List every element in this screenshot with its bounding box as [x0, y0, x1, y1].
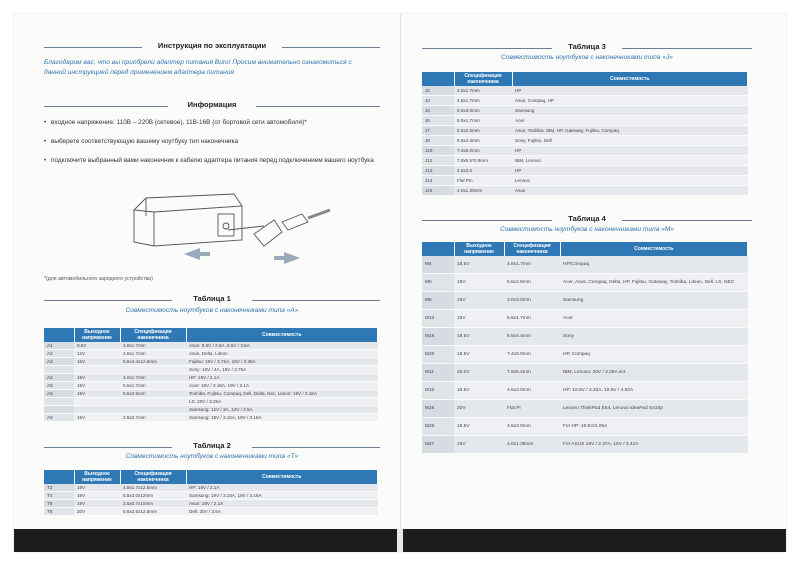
bullet-icon: • — [44, 157, 47, 164]
table-cell: 5.5x1.7mm — [120, 382, 186, 390]
bullet-connect — [44, 156, 374, 165]
table-cell: M4 — [422, 256, 454, 274]
table-cell: 3.0x3.0mm — [504, 292, 560, 310]
table-cell: 19V — [74, 382, 120, 390]
table-row — [422, 436, 748, 454]
info-title: Информация — [187, 100, 237, 109]
table-cell: Samsung: 19V / 3.15A, 19V / 3.16A — [186, 492, 378, 500]
table3-heading — [422, 42, 752, 54]
table-cell: M20 — [422, 346, 454, 364]
table-row — [44, 342, 378, 350]
table-cell — [44, 398, 74, 406]
table-cell — [74, 398, 120, 406]
table-cell: 4.5x3.0mm — [504, 418, 560, 436]
table4-heading — [422, 214, 752, 226]
table-row — [44, 358, 378, 366]
table-cell: 5.5x2.5x12.5mm — [120, 508, 186, 516]
table-cell: Asus: 19V / 2.1A — [186, 500, 378, 508]
table-cell: J15 — [422, 186, 454, 196]
table-row — [422, 364, 748, 382]
table-cell: 6.5x4.4mm — [504, 328, 560, 346]
left-page — [44, 14, 380, 528]
table4-header-spec: Спецификация наконечника — [504, 242, 560, 256]
table-cell: 19.5V — [454, 418, 504, 436]
table-cell: Sony, Fujitsu, Dell — [512, 136, 748, 146]
table-cell: 4.8x1.7mm — [504, 256, 560, 274]
table-cell: For HP: 19.5V/2.05A — [560, 418, 748, 436]
table-cell: 20V — [74, 508, 120, 516]
bullet-voltage — [44, 118, 374, 127]
table-cell: 19V — [74, 374, 120, 382]
table2-title: Таблица 2 — [193, 441, 231, 450]
table-cell: 4.0x1.35mm — [454, 186, 512, 196]
page-fold — [400, 14, 401, 552]
table-cell: HP: 19V / 2.1A — [186, 484, 378, 492]
table-cell: 19V — [74, 500, 120, 508]
table-row — [422, 156, 748, 166]
table-cell: 20V — [454, 400, 504, 418]
table-cell: HP: 19.5V / 3.33A, 19.5V / 4.62A — [560, 382, 748, 400]
table-cell: Lenovo — [512, 176, 748, 186]
table-row — [422, 126, 748, 136]
bullet-connect-text: подключите выбранный вами наконечник к кабелю адаптера питания перед подключением вашего ноутбука — [51, 157, 374, 164]
table-cell: HP/Compaq — [560, 256, 748, 274]
table-cell: J10 — [422, 146, 454, 156]
table-cell: Flat Pi — [504, 400, 560, 418]
table-cell: 6.5x4.4x12.5mm — [120, 358, 186, 366]
table-cell: HP — [512, 146, 748, 156]
table-cell: J12 — [422, 156, 454, 166]
table-cell: Asus: 9.5V / 2.5A, 9.5V / 3.5A — [186, 342, 378, 350]
table-cell: 4.8x1.7mm — [120, 342, 186, 350]
table-cell: Acer, Asus, Compaq, Delta, HP, Fujitsu, Gateway, Toshiba, Liteon, Dell, LS, NEC — [560, 274, 748, 292]
table4-header-empty — [422, 242, 454, 256]
table-cell: A3 — [44, 358, 74, 366]
table-row — [44, 406, 378, 414]
table-cell — [120, 406, 186, 414]
table-cell: Asus, Delta, Liteon — [186, 350, 378, 358]
table-cell: A5 — [44, 382, 74, 390]
table-cell: T5 — [44, 500, 74, 508]
instruction-heading — [44, 41, 380, 53]
table-cell: M28 — [422, 418, 454, 436]
bullet-voltage-text: входное напряжение: 110В – 220В (сетевое), 11В-16В (от бортовой сети автомобиля)* — [51, 119, 307, 126]
table-cell: 7.4x5.0mm — [454, 146, 512, 156]
table-row — [44, 414, 378, 422]
table-row — [422, 86, 748, 96]
table-cell: 9.5V — [74, 342, 120, 350]
table4-header-voltage: Выходное напряжение — [454, 242, 504, 256]
table-row — [422, 328, 748, 346]
table-cell: A2 — [44, 350, 74, 358]
table3-subtitle: Совместимость ноутбуков с наконечниками типа «J» — [501, 54, 673, 61]
table-cell: 19.5V — [454, 382, 504, 400]
table-cell: 18.5V — [454, 346, 504, 364]
table3-header-empty — [422, 72, 454, 86]
table-row — [44, 374, 378, 382]
table-cell: IBM, Lenovo: 20V / 3.25A ect. — [560, 364, 748, 382]
table-row — [422, 256, 748, 274]
table-row — [422, 418, 748, 436]
table-row — [422, 186, 748, 196]
table-row — [422, 310, 748, 328]
table-cell: 5.5x1.7mm — [504, 310, 560, 328]
table1 — [44, 328, 378, 422]
table-cell: 2.5x0.7x10mm — [120, 500, 186, 508]
table-cell: 16V — [74, 358, 120, 366]
table-cell: 4.8x1.7mm — [454, 96, 512, 106]
table2-subtitle: Совместимость ноутбуков с наконечниками типа «Т» — [125, 453, 299, 460]
table-cell: 20.0V — [454, 364, 504, 382]
table-cell: 6.5x4.4mm — [454, 136, 512, 146]
table-cell: 4.0x1.7mm — [454, 86, 512, 96]
table-cell: 7.9x5.4mm — [504, 364, 560, 382]
table-cell: 19.5V — [454, 328, 504, 346]
table-cell: M25 — [422, 400, 454, 418]
table-cell: 4.0x1.7mm — [120, 374, 186, 382]
table-cell: Samsung: 19V / 3.15A, 19V / 3.16A — [186, 414, 378, 422]
table-cell: A4 — [44, 374, 74, 382]
table-cell: 5.5x3.0mm — [454, 106, 512, 116]
table3-title: Таблица 3 — [568, 42, 606, 51]
table-cell: 19V — [454, 436, 504, 454]
table-cell: Asus — [512, 186, 748, 196]
bullet-tip-text: выберете соответствующую вашему ноутбуку тип наконечника — [51, 138, 239, 145]
instruction-title: Инструкция по эксплуатации — [157, 41, 267, 50]
table4-header-compat: Совместимость — [560, 242, 748, 256]
table-cell: M27 — [422, 436, 454, 454]
table-cell: 5.5x1.7mm — [454, 116, 512, 126]
table-cell: 7.9x5.5*0.9mm — [454, 156, 512, 166]
table-cell: 19V — [74, 390, 120, 398]
table4 — [422, 242, 748, 454]
table-row — [44, 366, 378, 374]
table-row — [44, 398, 378, 406]
table-row — [422, 176, 748, 186]
table-cell — [74, 406, 120, 414]
intro-text: Благодарим вас, что вы приобрели адаптер питания Buro! Просим внимательно ознакомиться с данной инструкцией перед применением адаптера питания — [44, 59, 352, 76]
table-cell: HP, Compaq — [560, 346, 748, 364]
table-cell: 5.5x2.5mm — [120, 390, 186, 398]
table-cell: 19V — [74, 414, 120, 422]
table-cell: A8 — [44, 414, 74, 422]
table2-header-voltage: Выходное напряжение — [74, 470, 120, 484]
table-row — [422, 346, 748, 364]
table-cell: 5.5x2.5mm — [504, 274, 560, 292]
table-row — [422, 274, 748, 292]
table-cell: 19V — [74, 484, 120, 492]
table-cell: Samsung — [512, 106, 748, 116]
table-cell: Samsung — [560, 292, 748, 310]
table2-heading — [44, 441, 380, 453]
table-cell: 19V — [454, 310, 504, 328]
table2-header-empty — [44, 470, 74, 484]
table-row — [422, 166, 748, 176]
info-heading — [44, 100, 380, 112]
table-cell — [44, 366, 74, 374]
table-cell: J4 — [422, 106, 454, 116]
table-cell: 4.8x1.7x12.5mm — [120, 484, 186, 492]
bottom-fold-gap — [397, 529, 403, 552]
table-cell: 7.4x5.0mm — [504, 346, 560, 364]
table-row — [422, 136, 748, 146]
table-cell: J13 — [422, 166, 454, 176]
table-row — [44, 484, 378, 492]
table-cell: T4 — [44, 492, 74, 500]
table1-title: Таблица 1 — [193, 294, 231, 303]
table1-header-voltage: Выходное напряжение — [74, 328, 120, 342]
table-cell: 19V — [454, 274, 504, 292]
table-cell: T6 — [44, 508, 74, 516]
bullet-icon: • — [44, 138, 47, 145]
table-cell: 5.5x2.5mm — [454, 126, 512, 136]
table-cell: M5 — [422, 274, 454, 292]
table-cell: IBM, Lenovo — [512, 156, 748, 166]
table1-header-compat: Совместимость — [186, 328, 378, 342]
table-row — [422, 96, 748, 106]
table-cell: M11 — [422, 364, 454, 382]
table-cell: Sony: 16V / 4A, 16V / 3.75A — [186, 366, 378, 374]
table-cell: M10 — [422, 382, 454, 400]
table-cell: 19V — [74, 492, 120, 500]
table-cell — [44, 406, 74, 414]
table-row — [422, 146, 748, 156]
table-cell: 4.0x1.35mm — [504, 436, 560, 454]
table-cell: HP: 19V / 2.1A — [186, 374, 378, 382]
table-cell: 4.5x3.0mm — [504, 382, 560, 400]
table-row — [44, 500, 378, 508]
table2-header-spec: Спецификация наконечника — [120, 470, 186, 484]
table3 — [422, 72, 748, 196]
table-cell: HP — [512, 86, 748, 96]
table-cell: Fujitsu: 16V / 3.75A, 16V / 3.36A — [186, 358, 378, 366]
table-cell: J3 — [422, 96, 454, 106]
bullet-tip — [44, 137, 374, 146]
table-cell: Acer — [512, 116, 748, 126]
table3-header-compat: Совместимость — [512, 72, 748, 86]
table-cell: LS: 20V / 3.25A — [186, 398, 378, 406]
table-cell: 4.5x3.0 — [454, 166, 512, 176]
table-cell: A1 — [44, 342, 74, 350]
table-cell: Toshiba, Fujitsu, Compaq, Dell, Delta, Nec, Liteon: 19V / 3.16A — [186, 390, 378, 398]
table-cell: Sony — [560, 328, 748, 346]
table-cell: J6 — [422, 116, 454, 126]
table1-header-spec: Спецификация наконечника — [120, 328, 186, 342]
table-row — [422, 292, 748, 310]
table2 — [44, 470, 378, 516]
table-cell: Samsung: 12V / 3A, 12V / 3.5A — [186, 406, 378, 414]
table4-title: Таблица 4 — [568, 214, 606, 223]
table-row — [422, 382, 748, 400]
table-cell: For ASUS 19V / 2.37A, 19V / 3.42A — [560, 436, 748, 454]
table-cell: Lenovo ThinkPad E54, Lenovo IdeaPad S410p — [560, 400, 748, 418]
table-cell: Acer: 19V / 3.16A, 19V / 2.1A — [186, 382, 378, 390]
table-cell: J9 — [422, 136, 454, 146]
table-cell: M18 — [422, 328, 454, 346]
table-row — [422, 116, 748, 126]
table-row — [44, 390, 378, 398]
table1-header-empty — [44, 328, 74, 342]
table-cell: Dell: 20V / 3.5A — [186, 508, 378, 516]
table-cell: 5.5x3.0x12mm — [120, 492, 186, 500]
table3-header-spec: Спецификация наконечника — [454, 72, 512, 86]
table-cell: Asus, Toshiba, IBM, HP, Gateway, Fujitsu, Compaq — [512, 126, 748, 136]
table-cell: HP — [512, 166, 748, 176]
table1-heading — [44, 294, 380, 306]
table-cell: 19V — [454, 292, 504, 310]
table-row — [422, 400, 748, 418]
table-cell: M13 — [422, 310, 454, 328]
table4-subtitle: Совместимость ноутбуков с наконечниками типа «М» — [499, 226, 675, 233]
table-row — [44, 382, 378, 390]
bullet-icon: • — [44, 119, 47, 126]
table-cell: Asus, Compaq, HP — [512, 96, 748, 106]
table1-subtitle: Совместимость ноутбуков с наконечниками типа «А» — [125, 307, 299, 314]
table-row — [44, 350, 378, 358]
table2-header-compat: Совместимость — [186, 470, 378, 484]
table-row — [422, 106, 748, 116]
table-cell: J14 — [422, 176, 454, 186]
laptop-connection-illustration — [124, 190, 334, 272]
table-cell: 18.5V — [454, 256, 504, 274]
table-cell: A6 — [44, 390, 74, 398]
right-page — [422, 14, 752, 528]
table-cell — [120, 366, 186, 374]
table-cell — [120, 398, 186, 406]
table-row — [44, 508, 378, 516]
table-cell: 2.5x3.7mm — [120, 414, 186, 422]
table-cell: T2 — [44, 484, 74, 492]
table-cell: J7 — [422, 126, 454, 136]
table-cell: J2 — [422, 86, 454, 96]
table-row — [44, 492, 378, 500]
footnote: *(для автомобильного зарядного устройства) — [44, 276, 153, 282]
table-cell — [74, 366, 120, 374]
table-cell: Flat Pin — [454, 176, 512, 186]
table-cell: 12V — [74, 350, 120, 358]
table-cell: M6 — [422, 292, 454, 310]
table-cell: 4.8x1.7mm — [120, 350, 186, 358]
table-cell: Acer — [560, 310, 748, 328]
